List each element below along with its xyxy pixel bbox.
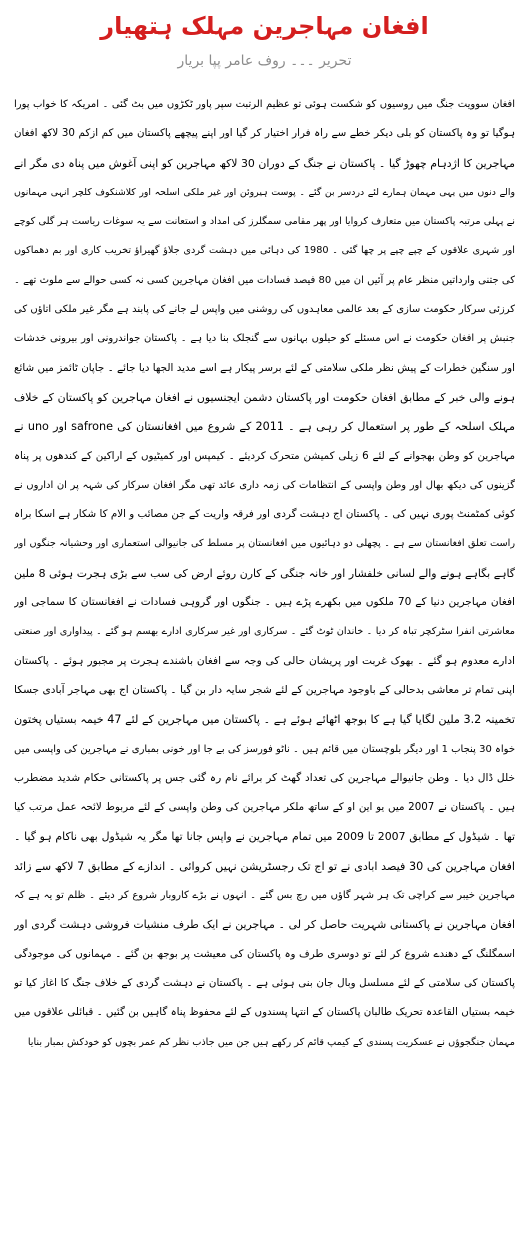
article-text-line: مہاجرین خیبر سے کراچی تک ہر شہر گاؤں میں رچ بس گئے ۔ انہوں نے بڑے کاروبار شروع کر دیئے ۔ ظلم تو یہ ہے کہ bbox=[14, 890, 515, 902]
article-text-line: معاشرتی انفرا سٹرکچر تباہ کر دیا ۔ خاندان ٹوٹ گئے ۔ سرکاری اور غیر سرکاری ادارے بھسم ہو گئے ۔ پیداواری اور صنعتی bbox=[14, 626, 515, 638]
article-text-line: مہمان جنگجوؤں نے عسکریت پسندی کے کیمپ قائم کر رکھے ہیں جن میں جاذب نظر کم عمر بچوں کو خودکش بمبار بنایا bbox=[27, 1036, 515, 1048]
article-text-line: ہیں ۔ پاکستان نے 2007 میں یو این او کے ساتھ ملکر مہاجرین کی وطن واپسی کے لئے مربوط لائحہ عمل مرتب کیا bbox=[14, 801, 515, 814]
article-title: افغان مہاجرین مہلک ہتھیار bbox=[100, 12, 429, 40]
article-text-line: ہوگیا تو وہ پاکستان کو بلی دیکر خطے سے راہ فرار اختیار کر گیا اور اپنے پیچھے پاکستان میں کم ازکم 30 لاکھ افغان bbox=[14, 127, 515, 140]
article-text-line: اپنی تمام تر معاشی بدحالی کے باوجود مہاجرین کے لئے شجر سایہ دار بن گیا ۔ پاکستان اج بھی مہاجر آبادی جسکا bbox=[14, 683, 515, 696]
article-text-line: تھا ۔ شیڈول کے مطابق 2007 تا 2009 میں تمام مہاجرین نے واپس جانا تھا مگر یہ شیڈول بھی ناکام ہو گیا ۔ bbox=[14, 830, 515, 844]
article-byline: تحریر ۔۔۔ روف عامر پپا بریار bbox=[177, 53, 352, 69]
article-text-line: کی جتنی وارداتیں منظر عام پر آئیں ان میں 80 فیصد فسادات میں افغان مہاجرین کسی نہ کسی حوالے سے ملوث تھے ۔ bbox=[14, 274, 515, 286]
article-text-line: افغان سوویت جنگ میں روسیوں کو شکست ہوئی تو عظیم الرتبت سپر پاور ٹکڑوں میں بٹ گئی ۔ امریکہ کا خواب پورا bbox=[14, 99, 515, 110]
article-text-line: افغان مہاجرین دنیا کے 70 ملکوں میں بکھرے پڑے ہیں ۔ جنگوں اور گروہی فسادات نے افغانستان کا سماجی اور bbox=[14, 596, 515, 609]
article-text-line: افغان مہاجرین کی 30 فیصد ابادی نے تو اج تک رجسٹریشن نہیں کروائی ۔ اندازے کے مطابق 7 لاکھ سے زائد bbox=[14, 859, 515, 873]
article-text-line: راست تعلق افغانستان سے ہے ۔ پچھلی دو دہائیوں میں افغانستان پر مسلط کی جانیوالی استعماری اور وحشیانہ جنگوں اور bbox=[14, 538, 515, 550]
article-text-line: کرزئی سرکار حکومت سازی کے بعد عالمی معاہدوں کی روشنی میں واپس لے جانے کی پابند ہے مگر غیر ملکی اتاؤں کی bbox=[14, 304, 515, 316]
article-text-line: پاکستان کی سلامتی کے لئے مسلسل وبال جان بنی ہوئی ہے ۔ پاکستان نے دہشت گردی کے خلاف جنگ کا اغاز کیا تو bbox=[14, 976, 515, 989]
article-text-line: مہاجرین کا اژدہام چھوڑ گیا ۔ پاکستان نے جنگ کے دوران 30 لاکھ مہاجرین کو اپنی آغوش میں پناہ دی مگر انے bbox=[14, 156, 515, 170]
article-text-line: اسمگلنگ کے دھندے شروع کر لئے تو دوسری طرف وہ پاکستان کی معیشت پر بوجھ بن گئے ۔ مہمانوں کی موجودگی bbox=[14, 947, 515, 960]
article-text-line: کوئی کمٹمنٹ پوری نہیں کی ۔ پاکستان اج دہشت گردی اور فرقہ واریت کے جن مصائب و الام کا شکار ہے اسکا براہ bbox=[14, 508, 515, 521]
article-text-line: ادارے معدوم ہو گئے ۔ بھوک غربت اور پریشان حالی کی وجہ سے افغان باشندے ہجرت پر مجبور ہوئے ۔ پاکستان bbox=[14, 654, 515, 667]
article-text-line: تخمینہ 3.2 ملین لگایا گیا ہے کا بوجھ اٹھائے ہوئے ہے ۔ پاکستان میں مہاجرین کے لئے 47 خیمہ بستیاں پختون bbox=[14, 713, 515, 727]
article-text-line: خلل ڈال دیا ۔ وطن جانیوالے مہاجرین کی تعداد گھٹ کر برائے نام رہ گئی جس پر پاکستانی حکام شدید مضطرب bbox=[14, 771, 515, 784]
article-text-line: گزینوں کی دیکھ بھال اور وطن واپسی کے انتظامات کی زمہ داری عائد تھی مگر افغان سرکار کی شہہ پر ان اداروں نے bbox=[14, 479, 515, 491]
article-text-line: خواہ 30 پنجاب 1 اور دیگر بلوچستان میں قائم ہیں ۔ ناٹو فورسز کی بے جا اور خونی بمباری نے مہاجرین کی واپسی میں bbox=[14, 743, 515, 755]
article-body bbox=[14, 90, 515, 1057]
article-text-line: افغان مہاجرین نے پاکستانی شہریت حاصل کر لی ۔ مہاجرین نے ایک طرف منشیات فروشی دہشت گردی اور bbox=[14, 918, 515, 932]
article-text-line: اور شہری علاقوں کے چپے چپے پر چھا گئی ۔ 1980 کی دہائی میں دہشت گردی جلاؤ گھیراؤ تخریب کاری اور بم دھماکوں bbox=[14, 245, 515, 257]
article-text-line: گاہے بگاہے ہونے والے لسانی خلفشار اور خانہ جنگی کے کارن روئے ارض کی سب سے بڑی ہجرت ہوئی 8 ملین bbox=[14, 566, 515, 580]
article-text-line: جنبش پر افغان حکومت نے اس مسئلے کو حیلوں بہانوں سے گنجلک بنا دیا ہے ۔ پاکستان جواندرونی اور بیرونی خدشات bbox=[14, 333, 515, 345]
article-text-line: خیمہ بستیاں القاعدہ تحریک طالبان پاکستان کے انتہا پسندوں کے لئے محفوظ پناہ گاہیں بن گئیں ۔ قبائلی علاقوں میں bbox=[14, 1006, 515, 1019]
article-text-line: مہلک اسلحہ کے طور پر استعمال کر رہی ہے ۔ 2011 کے شروع میں افغانستان کی safrone اور uno نے bbox=[14, 420, 515, 434]
article-text-line: نے پہلی مرتبہ پاکستان میں متعارف کروایا اور پھر مقامی سمگلرز کی امداد و استعانت سے یہ سوغات ریاست ہر گلی کوچے bbox=[14, 216, 515, 228]
article-text-line: اور سنگین خطرات کے پیش نظر ملکی سلامتی کے لئے برسر پیکار ہے اسے مدید الجھا دیا جائے ۔ جاپان ٹائمز میں شائع bbox=[14, 361, 515, 374]
article-text-line: مہاجرین کو وطن بھجوانے کے لئے 6 زیلی کمیشن متحرک کردیئے ۔ کیمپس اور کمیٹیوں کے اراکین کے کندھوں پر پناہ bbox=[14, 449, 515, 462]
article-text-line: ہونے والی خبر کے مطابق افغان حکومت اور پاکستان دشمن ایجنسیوں نے افغان مہاجرین کو پاکستان کے خلاف bbox=[14, 390, 515, 404]
article-text-line: والے دنوں میں یہی مہمان ہمارے لئے دردسر بن گئے ۔ پوست ہیروئن اور غیر ملکی اسلحہ اور کلاشنکوف کلچر انہی مہمانوں bbox=[14, 186, 515, 198]
